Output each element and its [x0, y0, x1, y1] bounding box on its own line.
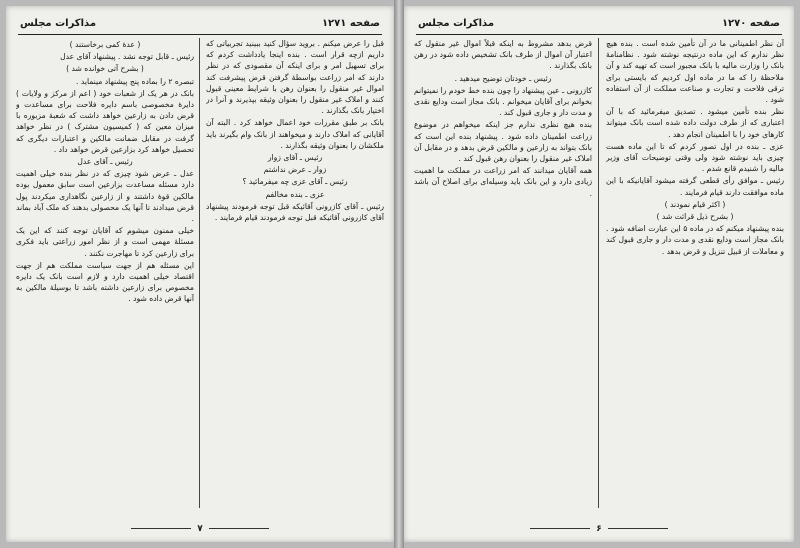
- left-page: [6, 6, 394, 542]
- speaker-line: رئیس ـ آقای عدل: [77, 157, 133, 167]
- paragraph: قرض بدهد مشروط به اینکه قبلاً اموال غیر منقول که اعتبار آن اموال از طرف بانک تشخیص داده شود در رهن بانک بگذارند .: [414, 39, 592, 71]
- paragraph: خیلی ممنون میشوم که آقایان توجه کنند که این یک مسئلهٔ مهمی است و از نظر امور زراعتی باید فکری برای زارعین کرد تا مهاجرت نکنند .: [16, 226, 194, 258]
- paragraph: تبصره ۲ را بماده پنج پیشنهاد مینماید .: [76, 76, 194, 86]
- paragraph: همه آقایان میدانند که امر زراعت در مملکت ما اهمیت زیادی دارد و این بانک باید وسیله‌ای برای اصلاح آن باشد .: [414, 166, 592, 198]
- footer-rule: [608, 528, 668, 529]
- paragraph: رئیس ـ موافق رأی قطعی گرفته میشود آقایانیکه با این ماده موافقت دارند قیام فرمایند .: [606, 176, 784, 197]
- paragraph: بنده پیشنهاد میکنم که در ماده ۵ این عبارت اضافه شود . بانک مجاز است ودایع نقدی و مدت دار و جاری قبول کند و معاملات از قبیل تنزیل و قرض بدهد .: [606, 224, 784, 256]
- note-line: ( بشرح ذیل قرائت شد ): [656, 212, 734, 222]
- paragraph: بانک بر طبق مقررات خود اعمال خواهد کرد . البته آن آقایانی که املاک دارند و میخواهند از بانک وام بگیرند باید ملکشان را بعنوان وثیقه بگذارند .: [206, 118, 384, 150]
- right-page-header: [418, 14, 780, 32]
- right-header-rule: [416, 34, 782, 35]
- footer-rule: [131, 528, 191, 529]
- paragraph: قبل را عرض میکنم . بروید سؤال کنید ببینید تجربیاتی که داریم ازچه قرار است . بنده اینجا یادداشت کردم که برای تسهیل امر و برای اینکه آن مقصودی که در نظر دارند که امر زراعت بواسطهٔ گرفتن قرض پیشرفت کند اموال غیر منقول را بعنوان رهن با شرایط معینی قبول کنند و املاک غیر منقول را بعنوان وثیقه بپذیرند و آنرا در اختیار بانک بگذارند .: [206, 39, 384, 116]
- paragraph: رئیس ـ آقای کازرونی آقائیکه قبل توجه فرمودند پیشنهاد آقای کازرونی آقائیکه قبل توجه فرمودند قیام فرمایند .: [206, 201, 384, 223]
- left-page-header: [20, 14, 380, 32]
- right-page: [404, 6, 794, 542]
- left-page-running-title: مذاکرات مجلس: [20, 17, 97, 29]
- footer-rule: [530, 528, 590, 529]
- left-page-right-column: [206, 38, 384, 508]
- paragraph: کازرونی ـ عین پیشنهاد را چون بنده خط خودم را نمیتوانم بخوانم برای آقایان میخوانم . بانک مجاز است ودایع نقدی و مدت دار و جاری قبول کند .: [414, 85, 592, 118]
- speaker-line: رئیس ـ آقای زوار: [267, 153, 323, 163]
- right-page-number-label: صفحه ۱۲۷۰: [721, 17, 780, 29]
- book-gutter: [394, 0, 404, 548]
- right-page-folio: ۶: [596, 524, 602, 534]
- paragraph: نظر بنده تأمین میشود . تصدیق میفرمائید که با آن اعتباری که از طرف دولت داده شده است بانک میتواند کارهای خود را با اطمینان انجام دهد .: [606, 107, 784, 139]
- footer-rule: [209, 528, 269, 529]
- note-line: ( اکثر قیام نمودند ): [664, 199, 726, 209]
- left-page-footer: [6, 524, 394, 534]
- right-page-left-column: [414, 38, 592, 508]
- speaker-line: عزی ـ بنده مخالفم: [265, 189, 325, 199]
- paragraph: عدل ـ عرض شود چیزی که در نظر بنده خیلی اهمیت دارد مسئله مساعدت بزارعین است سابق معمول بوده مالکین قوهٔ داشتند و از زارعین نگاهداری میکردند پول قرض میدادند تا آنها یک محصولی بدهند که ملک آباد بماند .: [16, 169, 194, 224]
- speaker-line: زوار ـ عرض نداشتم: [263, 165, 327, 175]
- right-page-footer: [404, 524, 794, 534]
- note-line: ( عدهٔ کمی برخاستند ): [69, 40, 141, 49]
- left-page-left-column: [16, 38, 194, 508]
- speaker-line: رئیس ـ آقای عزی چه میفرمائید ؟: [242, 177, 348, 187]
- paragraph: آن نظر اطمینانی ما در آن تأمین شده است . بنده هیچ نظر ندارم که این ماده درنتیجه نوشته شود . نظامنامهٔ بانک را وزارت مالیه با بانک مجبور است که تهیه کند و آن ملاحظهٔ را که ما در ماده اول کردیم که بایستی برای ترقی فلاحت و تجارت و صناعت مملکت از آن استفاده شود .: [606, 39, 784, 105]
- left-page-number-label: صفحه ۱۲۷۱: [321, 17, 380, 29]
- paragraph: این مسئله هم از جهت سیاست مملکت هم از جهت اقتصاد خیلی اهمیت دارد و لازم است بانک یک دایره مخصوص برای زارعین داشته باشد تا بوسیلهٔ مالکین به آنها قرض داده شود .: [16, 260, 194, 304]
- paragraph: بانک در هر یک از شعبات خود ( اعم از مرکز و ولایات ) دایرهٔ مخصوصی باسم دایره فلاحت برای مساعدت و قرض دادن به زارعین خواهد داشت که شعبهٔ مزبوره با میزان معین که ( کمیسیون مشترک ) در نظر خواهد گرفت در مقابل ضمانت مالکین و اعتبارات دیگری که تحصیل خواهد کرد بزارعین قرض خواهد داد .: [16, 88, 194, 154]
- paragraph: رئیس ـ قابل توجه نشد . پیشنهاد آقای عدل: [60, 52, 194, 62]
- left-column-divider: [199, 38, 200, 508]
- paragraph: بنده هیچ نظری ندارم جز اینکه میخواهم در موضوع زراعت اطمینان داده شود . پیشنهاد بنده این است که بانک بتواند به زارعین و مالکین قرض بدهد و در مقابل آن املاک غیر منقول را بعنوان رهن قبول کند .: [414, 120, 592, 164]
- note-line: ( بشرح آتی خوانده شد ): [66, 64, 144, 74]
- right-column-divider: [598, 38, 599, 508]
- left-page-folio: ۷: [197, 524, 203, 534]
- right-page-running-title: مذاکرات مجلس: [418, 17, 495, 29]
- paragraph: عزی ـ بنده در اول تصور کردم که تا این ماده هست چیزی باید نوشته شود ولی وقتی توضیحات آقای وزیر مالیه را شنیدم قانع شدم .: [606, 141, 784, 174]
- right-page-right-column: [606, 38, 784, 508]
- left-header-rule: [18, 34, 382, 35]
- speaker-line: رئیس ـ خودتان توضیح میدهید .: [454, 73, 552, 83]
